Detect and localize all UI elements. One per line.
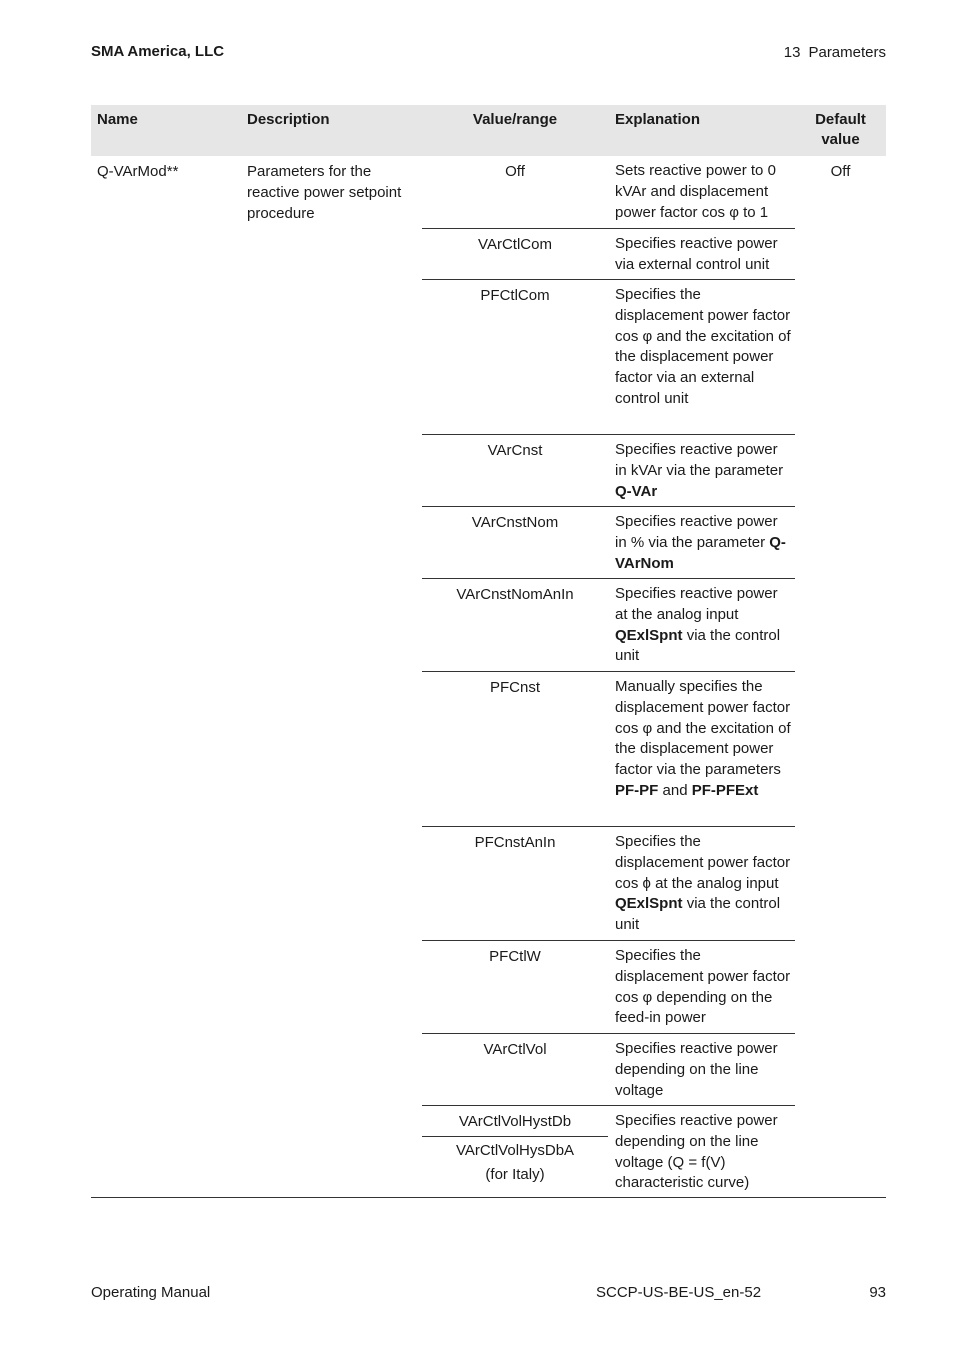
parameter-reference: PF-PF — [615, 781, 659, 799]
footer-manual-title: Operating Manual — [91, 1284, 211, 1301]
table-row — [422, 941, 795, 1034]
column-header-default-value — [795, 110, 886, 150]
table-row — [422, 1034, 795, 1106]
column-header-value-range: Value/range — [472, 111, 558, 128]
parameter-reference: QExlSpnt — [615, 895, 683, 913]
explanation-text: and — [662, 781, 688, 799]
footer-page-number: 93 — [869, 1284, 886, 1301]
column-header-description: Description — [247, 111, 330, 128]
value-divider — [422, 1136, 608, 1137]
value-note: (for Italy) — [485, 1166, 545, 1183]
value-cell: PFCnstAnIn — [474, 834, 556, 851]
value-cell: PFCtlCom — [480, 287, 550, 304]
section-number: 13 — [783, 44, 801, 61]
default-header-line2: value — [821, 131, 860, 148]
value-text: VArCtlVolHysDbA — [455, 1142, 575, 1159]
parameter-name: Q-VArMod** — [97, 163, 179, 180]
explanation-text: via the control unit — [615, 626, 781, 665]
explanation-cell: Sets reactive power to 0 kVAr and displacement power factor cos φ to 1 — [615, 162, 776, 221]
explanation-cell: Specifies the displacement power factor cos φ depending on the feed-in power — [615, 947, 791, 1027]
table-row — [422, 579, 795, 672]
value-cell: VArCtlCom — [478, 236, 552, 253]
value-cell: VArCnstNom — [471, 514, 559, 531]
parameter-reference: PF-PFExt — [691, 781, 759, 799]
default-header-line1: Default — [815, 111, 866, 128]
table-row — [422, 672, 795, 827]
table-row — [422, 229, 795, 280]
table-header — [91, 105, 886, 156]
section-title: Parameters — [808, 44, 886, 61]
parameter-reference: QExlSpnt — [615, 626, 683, 644]
explanation-cell: Specifies the displacement power factor cos φ and the excitation of the displacement power factor via an external control unit — [615, 286, 791, 407]
value-cell: PFCnst — [489, 679, 540, 696]
explanation-text: via the control unit — [615, 895, 781, 934]
value-cell: VArCtlVolHystDb — [458, 1113, 572, 1130]
value-cell: VArCtlVol — [483, 1041, 547, 1058]
table-row — [422, 435, 795, 507]
company-name: SMA America, LLC — [91, 43, 225, 60]
parameter-table — [91, 105, 886, 1192]
explanation-text: Specifies reactive power in % via the parameter — [615, 513, 778, 551]
explanation-cell: Specifies reactive power via external control unit — [615, 235, 778, 273]
table-row — [422, 507, 795, 579]
explanation-cell: Specifies reactive power depending on the line voltage — [615, 1040, 778, 1099]
explanation-cell: Specifies reactive power depending on the line voltage (Q = f(V) characteristic curve) — [615, 1112, 778, 1192]
value-cell: Off — [505, 163, 525, 180]
parameter-reference: Q-VAr — [615, 482, 658, 500]
value-cell-italy — [422, 1140, 608, 1189]
explanation-text: Manually specifies the displacement power factor cos φ and the excitation of the displacement power factor via the parameters — [615, 678, 791, 779]
explanation-cell — [615, 584, 793, 667]
table-row — [422, 280, 795, 435]
value-cell: VArCnstNomAnIn — [456, 586, 574, 603]
value-cell: PFCtlW — [489, 948, 541, 965]
explanation-cell — [615, 832, 793, 936]
column-header-name: Name — [97, 111, 138, 128]
explanation-text: Specifies reactive power at the analog input — [615, 585, 778, 623]
explanation-cell — [615, 440, 793, 502]
explanation-cell — [615, 677, 793, 802]
explanation-text: Specifies the displacement power factor cos ϕ at the analog input — [615, 833, 791, 892]
section-header — [784, 44, 886, 61]
explanation-text: Specifies reactive power in kVAr via the parameter — [615, 441, 784, 479]
explanation-cell — [615, 512, 793, 574]
table-row — [422, 156, 795, 229]
table-row — [422, 827, 795, 941]
parameter-default: Off — [830, 163, 851, 180]
column-header-explanation: Explanation — [615, 111, 701, 128]
table-bottom-rule — [91, 1197, 886, 1198]
parameter-description: Parameters for the reactive power setpoint procedure — [247, 163, 402, 222]
footer-document-id: SCCP-US-BE-US_en-52 — [596, 1284, 762, 1301]
value-cell: VArCnst — [487, 442, 543, 459]
parameter-reference: Q-VArNom — [615, 533, 786, 572]
